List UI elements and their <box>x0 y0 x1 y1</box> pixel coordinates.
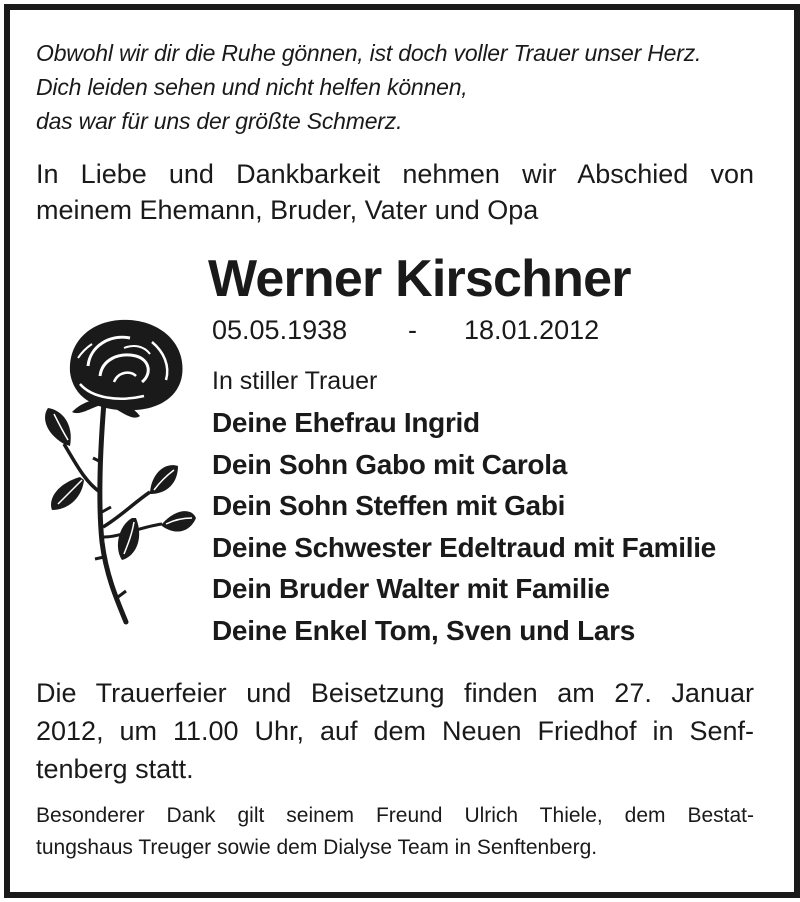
mourning-label: In stiller Trauer <box>212 367 378 395</box>
deceased-name: Werner Kirschner <box>208 250 631 308</box>
birth-date: 05.05.1938 <box>212 315 348 345</box>
life-dates <box>212 312 599 348</box>
poem-line-3: das war für uns der größte Schmerz. <box>36 108 403 134</box>
thanks-line-1: Besonderer Dank gilt seinem Freund Ulrich Thiele, dem Bestat- <box>36 804 754 827</box>
ceremony-notice <box>36 674 754 788</box>
ceremony-line-1: Die Trauerfeier und Beisetzung finden am 27. Januar <box>36 678 754 708</box>
thanks-notice <box>36 800 754 864</box>
intro-line-1: In Liebe und Dankbarkeit nehmen wir Abschied von <box>36 159 754 189</box>
mourner-item: Deine Schwester Edeltraud mit Familie <box>212 531 716 563</box>
poem-line-1: Obwohl wir dir die Ruhe gönnen, ist doch voller Trauer unser Herz. <box>36 40 702 66</box>
ceremony-line-3: tenberg statt. <box>36 754 194 784</box>
mourner-item: Dein Sohn Steffen mit Gabi <box>212 490 566 521</box>
intro-text <box>36 156 754 228</box>
mourner-item: Deine Ehefrau Ingrid <box>212 407 480 438</box>
poem-line-2: Dich leiden sehen und nicht helfen können, <box>36 74 468 100</box>
rose-icon <box>40 312 198 628</box>
mourners-list <box>212 402 716 651</box>
date-separator: - <box>408 315 417 345</box>
intro-line-2: meinem Ehemann, Bruder, Vater und Opa <box>36 195 539 225</box>
mourner-item: Deine Enkel Tom, Sven und Lars <box>212 614 636 646</box>
mourner-item: Dein Sohn Gabo mit Carola <box>212 448 567 480</box>
thanks-line-2: tungshaus Treuger sowie dem Dialyse Team in Senftenberg. <box>36 836 598 859</box>
death-date: 18.01.2012 <box>464 315 600 345</box>
poem <box>36 36 756 138</box>
ceremony-line-2: 2012, um 11.00 Uhr, auf dem Neuen Friedhof in Senf- <box>36 716 754 746</box>
mourner-item: Dein Bruder Walter mit Familie <box>212 573 610 604</box>
